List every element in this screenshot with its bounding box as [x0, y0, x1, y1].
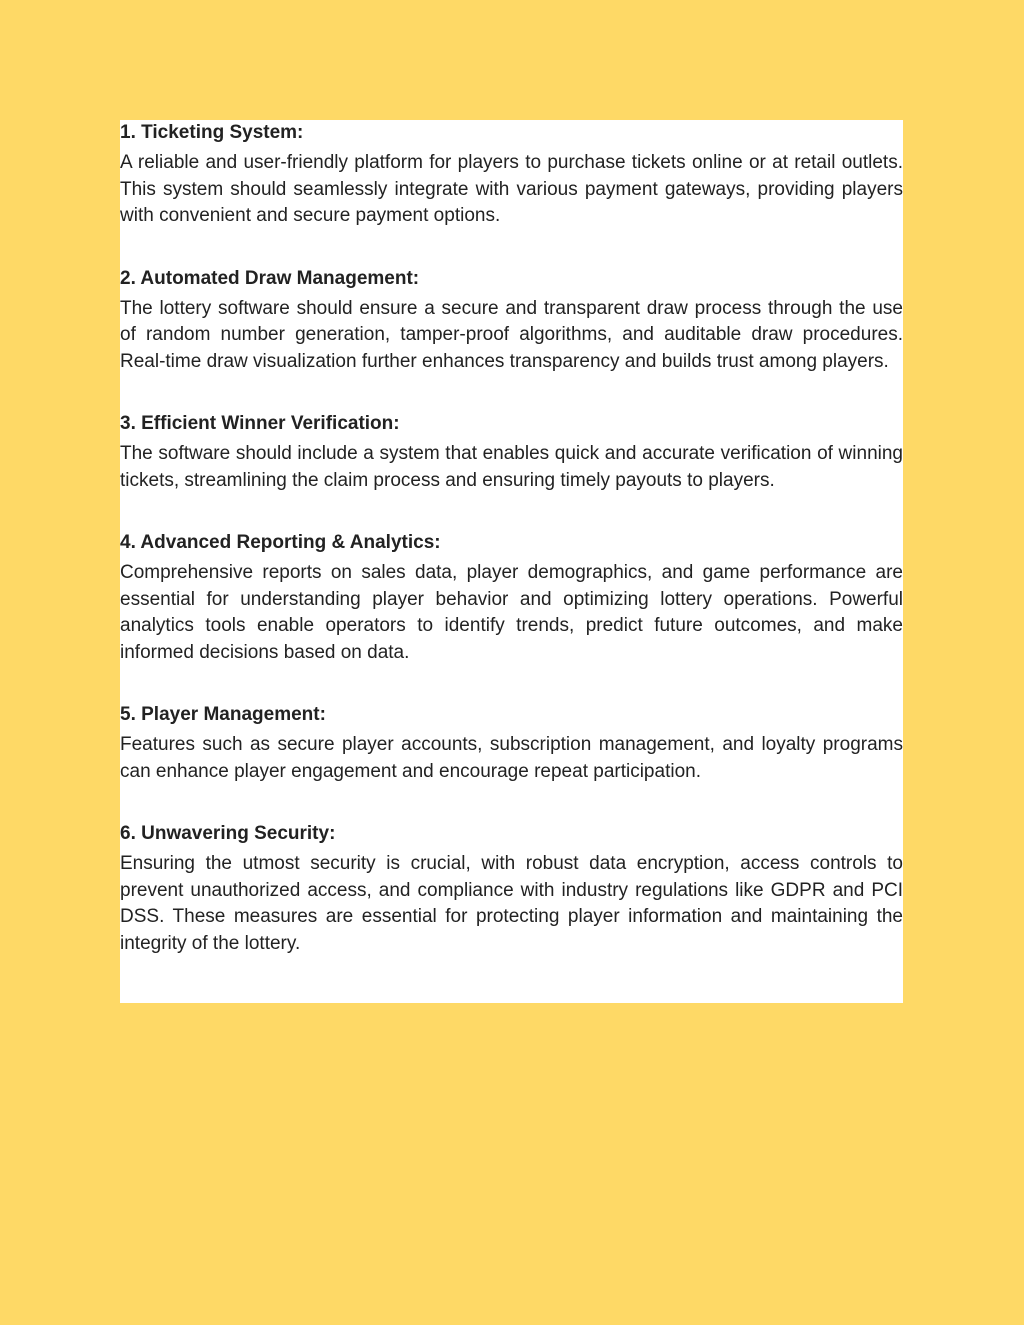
section-body: Ensuring the utmost security is crucial, with robust data encryption, access controls to prevent unauthorized access, and compliance with industry regulations like GDPR and PCI DSS. These measures are essential for protecting player information and maintaining the integrity of the lottery.	[120, 853, 903, 954]
section-body: Features such as secure player accounts, subscription management, and loyalty programs can enhance player engagement and encourage repeat participation.	[120, 734, 903, 782]
section-player-management	[120, 702, 903, 785]
content-box	[120, 120, 903, 1003]
section-heading: 2. Automated Draw Management:	[120, 267, 420, 289]
section-automated-draw-management	[120, 266, 903, 376]
section-heading: 6. Unwavering Security:	[120, 823, 336, 844]
section-body: Comprehensive reports on sales data, player demographics, and game performance are essential for understanding player behavior and optimizing lottery operations. Powerful analytics tools enable operators to identify trends, predict future outcomes, and make informed decisions based on data.	[120, 562, 903, 663]
section-ticketing-system	[120, 120, 903, 230]
section-unwavering-security	[120, 821, 903, 957]
section-winner-verification	[120, 411, 903, 494]
section-heading: 1. Ticketing System:	[120, 122, 304, 143]
section-body: The lottery software should ensure a secure and transparent draw process through the use of random number generation, tamper-proof algorithms, and auditable draw procedures. Real-time draw visualization further enhances transparency and builds trust among players.	[120, 297, 903, 372]
section-body: A reliable and user-friendly platform for players to purchase tickets online or at retail outlets. This system should seamlessly integrate with various payment gateways, providing players with convenient and secure payment options.	[120, 152, 903, 226]
section-heading: 3. Efficient Winner Verification:	[120, 413, 400, 434]
section-heading: 4. Advanced Reporting & Analytics:	[120, 532, 441, 553]
section-reporting-analytics	[120, 530, 903, 666]
section-heading: 5. Player Management:	[120, 704, 326, 725]
section-body: The software should include a system that enables quick and accurate verification of winning tickets, streamlining the claim process and ensuring timely payouts to players.	[120, 443, 903, 491]
